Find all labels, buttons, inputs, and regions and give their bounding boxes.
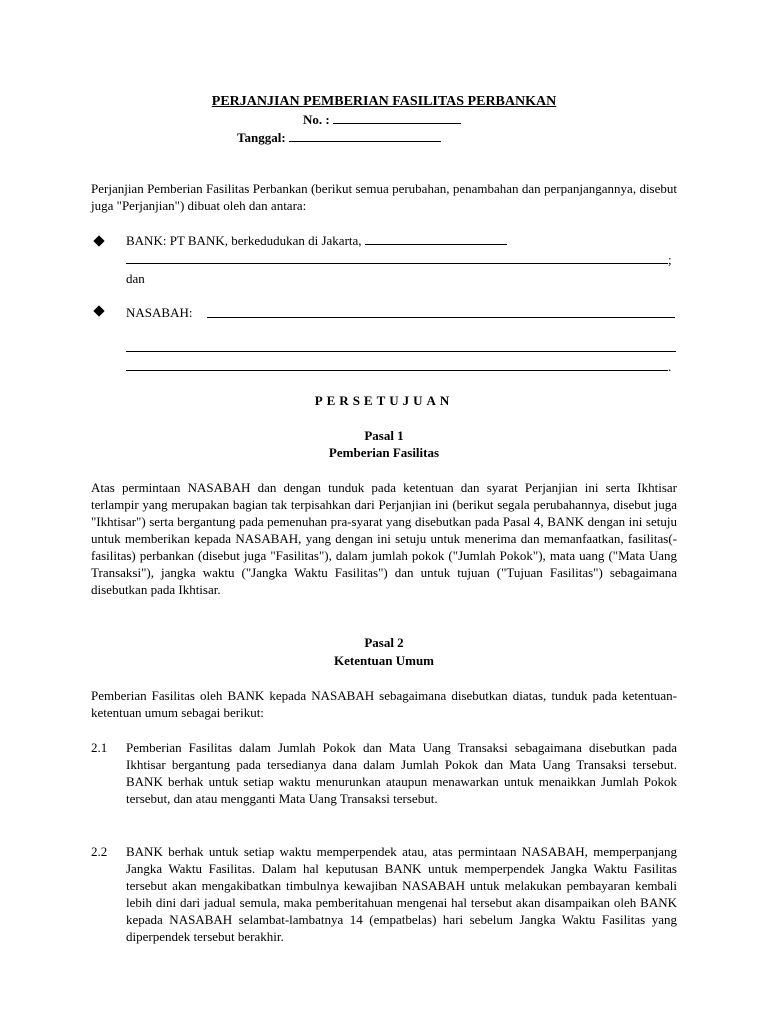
pasal-2-intro: Pemberian Fasilitas oleh BANK kepada NASABAH sebagaimana disebutkan diatas, tunduk pada ketentuan-ketentuan umum sebagai berikut: <box>91 688 677 720</box>
clause-2-1-text: Pemberian Fasilitas dalam Jumlah Pokok dan Mata Uang Transaksi sebagaimana disebutkan pada Ikhtisar bergantung pada tersedianya dana dalam Jumlah Pokok dan Mata Uang Transaksi tersebut. BANK berhak untuk setiap waktu menurunkan ataupun menawarkan untuk menaikkan Jumlah Pokok tersebut, dan atau mengganti Mata Uang Transaksi tersebut. <box>126 740 677 806</box>
pasal-1-number: Pasal 1 <box>364 428 404 443</box>
bank-blank <box>365 232 507 245</box>
document-title: PERJANJIAN PEMBERIAN FASILITAS PERBANKAN <box>211 94 557 109</box>
pasal-1-title: Pemberian Fasilitas <box>328 445 440 460</box>
party-bank: BANK: PT BANK, berkedudukan di Jakarta, <box>126 232 507 249</box>
intro-paragraph: Perjanjian Pemberian Fasilitas Perbankan (berikut semua perubahan, penambahan dan perpanjangannya, disebut juga "Perjanjian") dibuat oleh dan antara: <box>91 181 677 213</box>
nasabah-address-line-1 <box>126 351 676 352</box>
number-blank <box>333 111 461 124</box>
bullet-diamond-icon <box>93 305 104 316</box>
party-nasabah: NASABAH: <box>126 305 193 320</box>
date-blank <box>289 129 441 142</box>
pasal-1-body: Atas permintaan NASABAH dan dengan tunduk pada ketentuan dan syarat Perjanjian ini serta Ikhtisar terlampir yang merupakan bagian tak terpisahkan dari Perjanjian ini (berikut segala perubahannya, disebut juga "Ikhtisar") serta bergantung pada pemenuhan pra-syarat yang disebutkan pada Pasal 4, BANK dengan ini setuju untuk memberikan kepada NASABAH, yang dengan ini setuju untuk menerima dan memanfaatkan, fasilitas(-fasilitas) perbankan (disebut juga "Fasilitas"), dalam jumlah pokok ("Jumlah Pokok"), mata uang ("Mata Uang Transaksi"), jangka waktu ("Jangka Waktu Fasilitas") dan untuk tujuan ("Tujuan Fasilitas") sebagaimana disebutkan pada Ikhtisar. <box>91 480 677 597</box>
conjunction-dan: dan <box>126 271 145 286</box>
date-field: Tanggal: <box>237 129 441 146</box>
bank-address-line <box>126 263 668 264</box>
clause-number: 2.2 <box>91 844 108 859</box>
clause-number: 2.1 <box>91 740 108 755</box>
persetujuan-heading: PERSETUJUAN <box>314 393 454 408</box>
end-period: . <box>668 359 672 374</box>
number-field: No. : <box>303 111 461 128</box>
bullet-diamond-icon <box>93 235 104 246</box>
nasabah-address-line-2 <box>126 370 668 371</box>
clause-2-2-text: BANK berhak untuk setiap waktu memperpendek atau, atas permintaan NASABAH, memperpanjang Jangka Waktu Fasilitas. Dalam hal keputusan BANK untuk memperpendek Jangka Waktu Fasilitas tersebut akan mengakibatkan timbulnya kewajiban NASABAH untuk melakukan pembayaran kembali lebih dini dari jadual semula, maka pemberitahuan mengenai hal tersebut akan disampaikan oleh BANK kepada NASABAH selambat-lambatnya 14 (empatbelas) hari sebelum Jangka Waktu Fasilitas yang diperpendek tersebut berakhir. <box>126 844 677 944</box>
semicolon: ; <box>668 252 672 267</box>
pasal-2-title: Ketentuan Umum <box>333 653 435 668</box>
nasabah-name-line <box>207 317 675 318</box>
pasal-2-number: Pasal 2 <box>364 635 404 650</box>
